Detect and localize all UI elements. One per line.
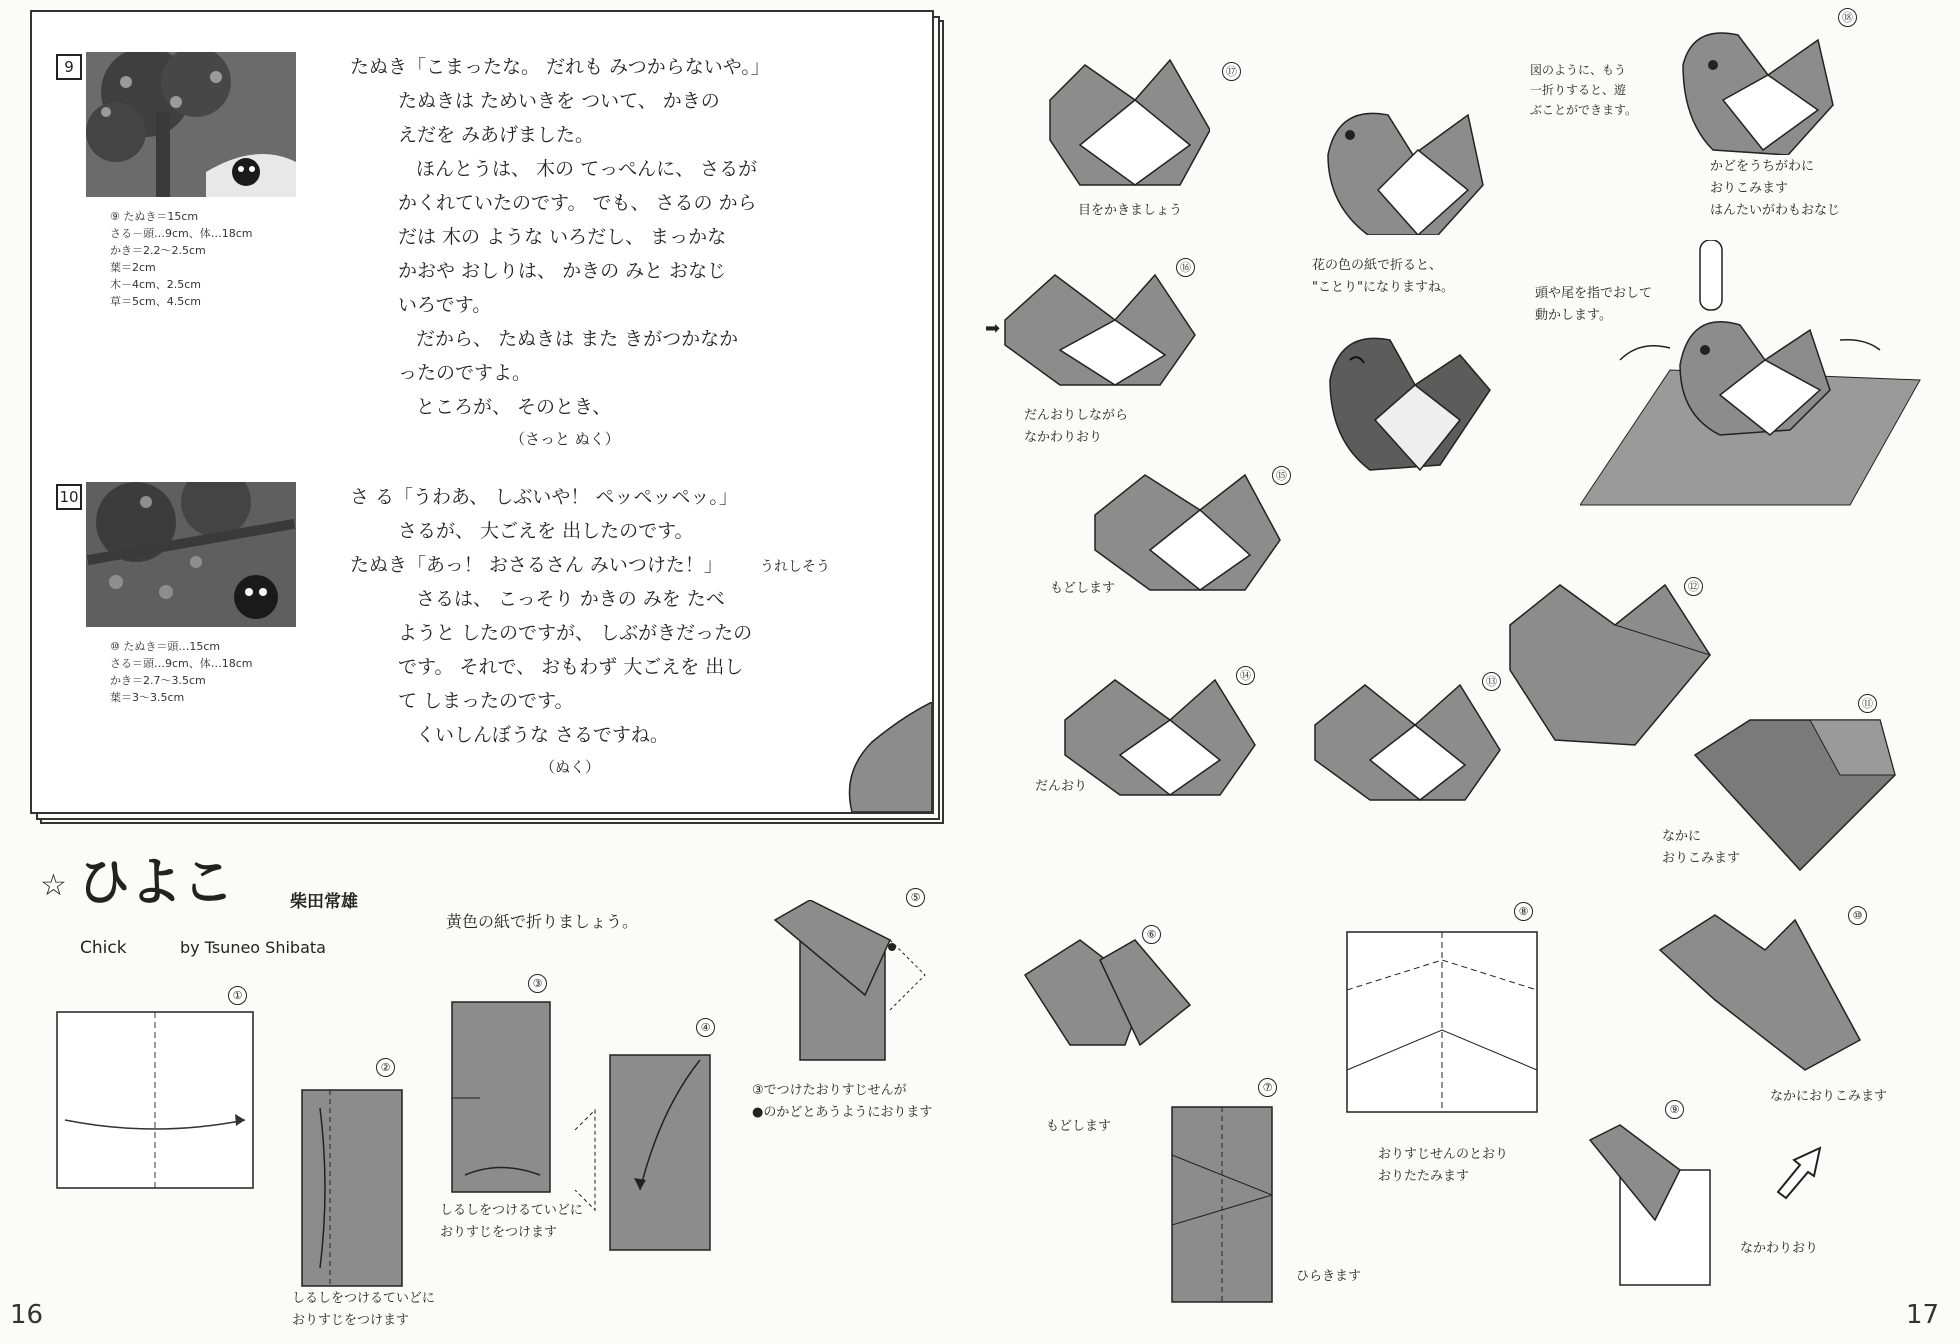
caption-line: 花の色の紙で折ると、 bbox=[1312, 258, 1443, 273]
story-line: いろです。 bbox=[398, 294, 492, 316]
step-6-number: ⑥ bbox=[1142, 925, 1161, 944]
story-line: くいしんぼうな さるですね。 bbox=[416, 724, 669, 746]
caption-line: おりこみます bbox=[1710, 181, 1789, 196]
legend-line: さる＝頭…9cm、体…18cm bbox=[110, 657, 253, 670]
step-17-diagram bbox=[1040, 55, 1210, 190]
page-number-left: 16 bbox=[10, 1300, 44, 1330]
scene-number-10: 10 bbox=[56, 484, 82, 510]
step-15-caption: もどします bbox=[1050, 581, 1116, 596]
caption-line: おりたたみます bbox=[1378, 1169, 1470, 1184]
step-9-caption: なかわりおり bbox=[1740, 1241, 1819, 1256]
caption-line: なかわりおり bbox=[1024, 430, 1103, 445]
english-author: by Tsuneo Shibata bbox=[180, 938, 326, 957]
step-10-diagram bbox=[1655, 910, 1865, 1075]
story-line: かおや おしりは、 かきの みと おなじ bbox=[398, 260, 727, 282]
caption-line: しるしをつけるていどに bbox=[292, 1291, 435, 1306]
step-8-diagram bbox=[1345, 930, 1540, 1115]
legend-line: ⑨ たぬき＝15cm bbox=[110, 210, 199, 223]
legend-line: かき＝2.7～3.5cm bbox=[110, 674, 206, 687]
step-16-diagram bbox=[1000, 265, 1205, 390]
story-line: ったのですよ。 bbox=[398, 362, 532, 384]
step-1-number: ① bbox=[228, 986, 247, 1005]
step-11-number: ⑪ bbox=[1858, 694, 1877, 713]
caption-line: 図のように、もう bbox=[1530, 63, 1627, 77]
step-2-number: ② bbox=[376, 1058, 395, 1077]
caption-line: しるしをつけるていどに bbox=[440, 1203, 583, 1218]
page-number-right: 17 bbox=[1906, 1300, 1940, 1330]
step-8-number: ⑧ bbox=[1514, 902, 1533, 921]
caption-line: ぶことができます。 bbox=[1530, 103, 1638, 117]
step-2-caption bbox=[292, 1288, 435, 1332]
step-18-caption bbox=[1710, 156, 1840, 222]
step-10-caption: なかにおりこみます bbox=[1770, 1089, 1888, 1104]
story-line: さ る「うわあ、 しぶいや！ ペッペッペッ。」 bbox=[350, 486, 738, 508]
origami-title: ひよこ bbox=[78, 853, 235, 913]
step-8-caption bbox=[1378, 1144, 1508, 1188]
next-step-arrow-icon bbox=[1770, 1140, 1830, 1200]
step-9-diagram bbox=[1585, 1120, 1715, 1290]
caption-line: おりすじをつけます bbox=[292, 1313, 410, 1328]
step-15-diagram bbox=[1090, 465, 1290, 595]
step-5-diagram bbox=[770, 900, 930, 1065]
story-card bbox=[30, 10, 934, 814]
step-6-caption: もどします bbox=[1046, 1119, 1112, 1134]
step-12-diagram bbox=[1505, 580, 1715, 750]
caption-line: ③でつけたおりすじせんが bbox=[752, 1083, 907, 1098]
legend-line: かき＝2.2～2.5cm bbox=[110, 244, 206, 257]
flower-note bbox=[1312, 255, 1454, 299]
step-11-caption bbox=[1662, 826, 1740, 870]
story-line: ようと したのですが、 しぶがきだったの bbox=[398, 622, 753, 644]
caption-line: はんたいがわもおなじ bbox=[1710, 203, 1841, 218]
step-3-number: ③ bbox=[528, 974, 547, 993]
caption-line: おりすじをつけます bbox=[440, 1225, 558, 1240]
step-10-number: ⑩ bbox=[1848, 906, 1867, 925]
step-7-caption: ひらきます bbox=[1296, 1269, 1362, 1284]
step-3-diagram bbox=[450, 1000, 555, 1195]
play-caption bbox=[1535, 283, 1652, 327]
step-16-caption bbox=[1024, 405, 1128, 449]
caption-line: 頭や尾を指でおして bbox=[1535, 286, 1653, 301]
stage-direction: （さっと ぬく） bbox=[510, 430, 620, 448]
step-14-caption: だんおり bbox=[1035, 779, 1088, 794]
step-2-diagram bbox=[300, 1088, 405, 1288]
story-line: たぬき「あっ！ おさるさん みいつけた！」 bbox=[350, 554, 723, 576]
push-arrow-icon: ➡ bbox=[985, 318, 1001, 339]
step-17-caption: 目をかきましょう bbox=[1078, 203, 1183, 218]
story-line: さるが、 大ごえを 出したのです。 bbox=[398, 520, 694, 542]
story-line: かくれていたのです。 でも、 さるの から bbox=[398, 192, 757, 214]
play-scene-diagram bbox=[1580, 240, 1930, 510]
legend-line: さる－頭…9cm、体…18cm bbox=[110, 227, 253, 240]
star-icon: ☆ bbox=[40, 868, 67, 903]
caption-line: 一折りすると、遊 bbox=[1530, 83, 1627, 97]
story-line: たぬき「こまったな。 だれも みつからないや。」 bbox=[350, 56, 770, 78]
story-line: たぬきは ためいきを ついて、 かきの bbox=[398, 90, 720, 112]
step-5-number: ⑤ bbox=[906, 888, 925, 907]
step-14-diagram bbox=[1060, 670, 1260, 800]
legend-line: ⑩ たぬき＝頭…15cm bbox=[110, 640, 221, 653]
english-title: Chick bbox=[80, 938, 127, 958]
step-17-number: ⑰ bbox=[1222, 62, 1241, 81]
step-16-number: ⑯ bbox=[1176, 258, 1195, 277]
caption-line: 動かします。 bbox=[1535, 308, 1612, 323]
caption-line: だんおりしながら bbox=[1024, 408, 1129, 423]
step-1-diagram bbox=[55, 1010, 255, 1190]
scene-10-illustration bbox=[86, 482, 296, 627]
scene-number-9: 9 bbox=[56, 54, 82, 80]
scene-10-legend bbox=[110, 638, 253, 706]
paper-note: 黄色の紙で折りましょう。 bbox=[446, 912, 639, 931]
caption-line: おりすじせんのとおり bbox=[1378, 1147, 1509, 1162]
page-curl bbox=[842, 702, 932, 812]
step-13-number: ⑬ bbox=[1482, 672, 1501, 691]
caption-line: おりこみます bbox=[1662, 851, 1741, 866]
step-3-caption bbox=[440, 1200, 583, 1244]
step-14-number: ⑭ bbox=[1236, 666, 1255, 685]
step-5-caption bbox=[752, 1080, 932, 1124]
stage-direction: （ぬく） bbox=[540, 758, 601, 776]
step-7-diagram bbox=[1170, 1105, 1275, 1305]
stage-direction: うれしそう bbox=[760, 559, 830, 575]
story-line: えだを みあげました。 bbox=[398, 124, 595, 146]
story-line: ほんとうは、 木の てっぺんに、 さるが bbox=[416, 158, 758, 180]
story-line: さるは、 こっそり かきの みを たべ bbox=[416, 588, 725, 610]
caption-line: "ことり"になりますね。 bbox=[1312, 280, 1454, 295]
caption-line: かどをうちがわに bbox=[1710, 159, 1815, 174]
step-4-diagram bbox=[570, 1050, 715, 1255]
step-18-number: ⑱ bbox=[1838, 8, 1857, 27]
story-line: です。 それで、 おもわず 大ごえを 出し bbox=[398, 656, 744, 678]
bird-variant-diagram bbox=[1320, 325, 1495, 475]
story-line: だは 木の ような いろだし、 まっかな bbox=[398, 226, 727, 248]
finished-chick-diagram bbox=[1668, 20, 1838, 155]
step-9-number: ⑨ bbox=[1665, 1100, 1684, 1119]
scene-9-legend bbox=[110, 208, 253, 310]
story-line: ところが、 そのとき、 bbox=[416, 396, 612, 418]
origami-author: 柴田常雄 bbox=[290, 892, 358, 912]
caption-line: ●のかどとあうようにおります bbox=[752, 1105, 933, 1120]
step-6-diagram bbox=[1020, 935, 1195, 1050]
step-15-number: ⑮ bbox=[1272, 466, 1291, 485]
step-7-number: ⑦ bbox=[1258, 1078, 1277, 1097]
step-13-diagram bbox=[1310, 675, 1505, 805]
story-line: だから、 たぬきは また きがつかなか bbox=[416, 328, 739, 350]
caption-line: なかに bbox=[1662, 829, 1702, 844]
fold-note bbox=[1530, 60, 1637, 120]
story-line: て しまったのです。 bbox=[398, 690, 574, 712]
legend-line: 葉＝2cm bbox=[110, 261, 156, 274]
legend-line: 草＝5cm、4.5cm bbox=[110, 295, 202, 308]
step-4-number: ④ bbox=[696, 1018, 715, 1037]
step-18-bird-diagram bbox=[1318, 95, 1488, 235]
step-12-number: ⑫ bbox=[1684, 577, 1703, 596]
legend-line: 葉＝3～3.5cm bbox=[110, 691, 185, 704]
legend-line: 木－4cm、2.5cm bbox=[110, 278, 202, 291]
scene-9-illustration bbox=[86, 52, 296, 197]
